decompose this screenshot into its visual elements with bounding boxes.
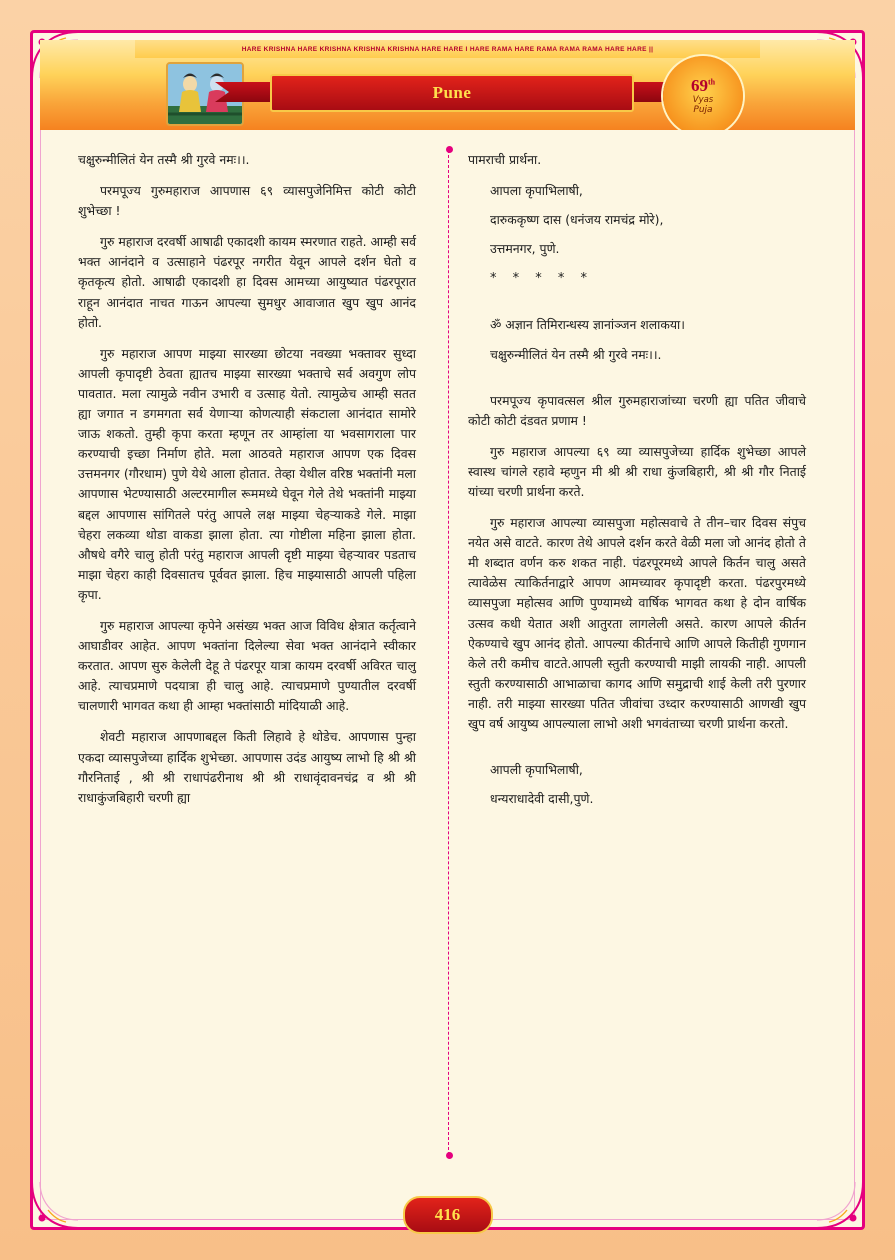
emblem-line-puja: Puja [693,105,713,116]
paragraph: शेवटी महाराज आपणाबद्दल किती लिहावे हे थोडेच. आपणास पुन्हा एकदा व्यासपुजेच्या हार्दिक शुभेच्छा. आपणास उदंड आयुष्य लाभो हि श्री श्री गौरनिताई , श्री श्री राधापंढरीनाथ श्री श्री राधावृंदावनचंद्र व श्री श्री राधाकुंजबिहारी चरणी ह्या [78,729,416,805]
city-name: Pune [432,83,472,102]
maha-mantra-text: HARE KRISHNA HARE KRISHNA KRISHNA KRISHNA HARE HARE I HARE RAMA HARE RAMA RAMA RAMA HARE HARE || [241,45,654,53]
emblem-ordinal: th [707,77,716,87]
paragraph: परमपूज्य कृपावत्सल श्रील गुरुमहाराजांच्या चरणी ह्या पतित जीवाचे कोटी कोटी दंडवत प्रणाम ! [468,392,806,428]
paragraph: गुरु महाराज आपल्या व्यासपुजा महोत्सवाचे ते तीन–चार दिवस संपुच नयेत असे वाटते. कारण तेथे आपले दर्शन करते वेळी मला जो आनंद होतो ते मी शब्दात वर्णन करु शकत नाही. पंढरपूरमध्ये आपले किर्तन चालु असते त्यावेळेस त्याकिर्तनाद्वारे आपण आमच्यावर कृपादृष्टी करता. पंढरपुरमध्ये व्यासपुजा महोत्सव आणि पुण्यामध्ये वार्षिक भागवत कथा हे दोन वार्षिक उत्सव कधी येतात अशी आतुरता लागलेली असते. कारण आपले कीर्तन ऐकण्याचे खुप आनंद होतो. आपल्या कीर्तनाचे आणि आपले कितीही गुणगान केले तरी कमीच वाटते.आपली स्तुती करण्याची माझी लायकी नाही. आपली स्तुती करण्यासाठी आभाळाचा कागद आणि समुद्राची शाई केली तरी पुरणार नाही. तरी माझ्या सारख्या पतित जीवांचा उध्दार करण्यासाठी आणखी खुप खुप वर्ष आयुष्य आपल्याला लाभो अशी भगवंताच्या चरणी प्रार्थना करतो. [468,515,806,732]
signature-line: दारुककृष्ण दास (धनंजय रामचंद्र मोरे), [490,212,664,228]
emblem-number [691,76,715,96]
column-divider [448,150,449,1155]
signature-line: आपला कृपाभिलाषी, [490,183,583,199]
paragraph: चक्षुरुन्मीलितं येन तस्मै श्री गुरवे नमः।।. [78,152,250,167]
paragraph: परमपूज्य गुरुमहाराज आपणास ६९ व्यासपुजेनिमित्त कोटी कोटी शुभेच्छा ! [78,183,416,219]
section-separator: * * * * * [490,271,594,287]
invocation-line: ॐ अज्ञान तिमिरान्धस्य ज्ञानांञ्जन शलाकया। [490,317,685,333]
paragraph: गुरु महाराज आपल्या ६९ व्या व्यासपुजेच्या हार्दिक शुभेच्छा आपले स्वास्थ चांगले रहावे म्हणुन मी श्री श्री राधा कुंजबिहारी, श्री श्री गौर निताई यांच्या चरणी प्रार्थना करते. [468,443,806,499]
page-number-badge [403,1196,493,1234]
paragraph: गुरु महाराज दरवर्षी आषाढी एकादशी कायम स्मरणात राहते. आम्ही सर्व भक्त आनंदाने व उत्साहाने पंढरपूर नगरीत येवून आपले दर्शन घेतो व कृतकृत्य होतो. आषाढी एकादशी हा दिवस आमच्या आयुष्यात पंढरपूरात राहून आनंदात नाचत गाऊन आपल्या सुमधुर आवाजात खुप खुप आनंद होतो. [78,234,416,330]
emblem-number-value: 69 [690,76,708,96]
text-column-left [78,150,416,819]
city-ribbon [215,70,685,114]
page-header [40,40,855,130]
signature-line: धन्यराधादेवी दासी,पुणे. [490,791,594,807]
page-number: 416 [434,1205,461,1224]
signature-line: उत्तमनगर, पुणे. [490,241,560,257]
invocation-line: चक्षुरुन्मीलितं येन तस्मै श्री गुरवे नमः।।. [490,346,662,362]
vyasa-puja-emblem [663,56,743,130]
paragraph: गुरु महाराज आपल्या कृपेने असंख्य भक्त आज विविध क्षेत्रात कर्तृत्वाने आघाडीवर आहेत. आपण भक्तांना दिलेल्या सेवा भक्त आनंदाने स्वीकार करतात. आपण सुरु केलेली देहू ते पंढरपूर यात्रा कायम दरवर्षी अविरत चालु आहे. त्याचप्रमाणे पदयात्रा ही चालु आहे. त्याचप्रमाणे पुण्यातील दरवर्षी चालणारी भागवत कथा ही आम्हा भक्तांसाठी मांदियाळी आहे. [78,617,416,714]
ribbon-band [270,74,634,112]
text-column-right [468,150,806,818]
signature-line: आपली कृपाभिलाषी, [490,762,583,778]
page-content [78,150,818,1160]
paragraph: गुरु महाराज आपण माझ्या सारख्या छोटया नवख्या भक्तावर सुध्दा आपली कृपादृष्टी ठेवता ह्यातच माझ्या सारख्या भक्ताचे सर्व अवगुण लोप पावतात. मला त्यामुळे नवीन उभारी व उत्साह येतो. त्यामुळेच आम्ही सतत ह्या जगात न डगमगता सर्व येणाऱ्या कोणत्याही संकटाला आनंदात सामोरे जाऊ शकतो. तुम्ही कृपा करता म्हणून तर आम्हांला या भवसागराला पार करण्याची इच्छा निर्माण होते. मला आठवते महाराज आपण एक दिवस उत्तमनगर (गौरधाम) पुणे येथे आला होतात. तेव्हा येथील वरिष्ठ भक्तांनी मला आपणास भेटण्यासाठी अल्टरमागील रूममध्ये घेवून गेले तेथे भक्तांनी माझ्या बद्दल आपणास सांगितले परंतु आपले लक्ष माझ्या चेहऱ्याकडे गेले. माझा चेहरा लकव्या थोडा वाकडा झाला होता. त्या गोष्टीला महिना झाला होता. औषधे वगैरे चालु होती परंतु महाराज आपली दृष्टी माझ्या चेहऱ्यावर पडताच माझा चेहरा काही दिवसातच पूर्ववत झाला. हिच माझ्यासाठी आपली पहिला कृपा. [78,345,416,602]
paragraph: पामराची प्रार्थना. [468,152,542,167]
emblem-line-vyas: Vyas [692,94,714,105]
